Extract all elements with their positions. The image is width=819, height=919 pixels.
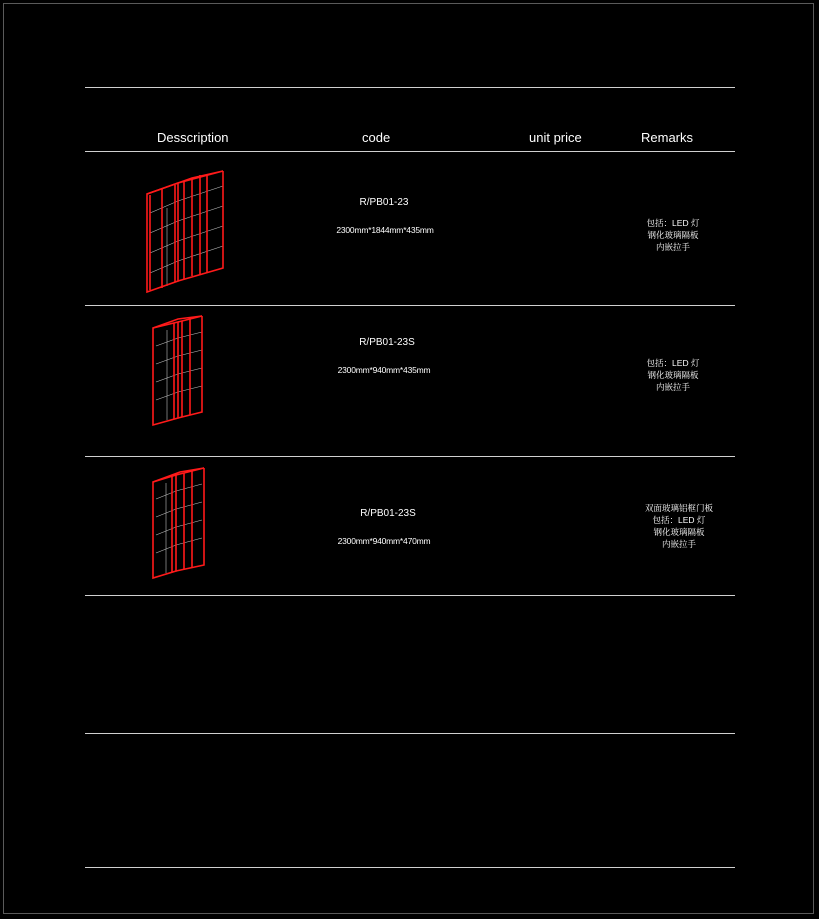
row-remarks [647,217,700,253]
row-remarks [647,357,700,393]
row-dimensions: 2300mm*940mm*435mm [337,365,431,375]
remark-line: 内嵌拉手 [661,539,697,549]
row-code: R/PB01-23 [359,197,409,208]
header-code: code [362,130,391,145]
header-description: Desscription [157,130,229,145]
single-bookcase-icon [148,465,208,583]
remark-line: 双面玻璃铝框门板 [644,503,714,513]
header-unit-price: unit price [529,130,582,145]
header-rule [85,151,735,152]
row-dimensions: 2300mm*940mm*470mm [337,536,431,546]
table-bottom-rule [85,867,735,868]
remark-line: 内嵌拉手 [655,242,690,252]
remark-line: 包括：LED 灯 [652,515,706,525]
table-top-rule [85,87,735,88]
row-remarks [645,502,713,550]
header-remarks: Remarks [641,130,694,145]
remark-line: 内嵌拉手 [655,382,690,392]
row-divider [85,305,735,306]
single-bookcase-icon [148,314,208,430]
double-bookcase-icon [140,168,230,296]
row-dimensions: 2300mm*1844mm*435mm [336,225,434,235]
row-divider [85,456,735,457]
row-code: R/PB01-23S [360,508,416,519]
row-code: R/PB01-23S [359,337,415,348]
remark-line: 钢化玻璃隔板 [647,370,699,380]
remark-line: 包括：LED 灯 [646,218,700,228]
remark-line: 钢化玻璃隔板 [647,230,699,240]
remark-line: 包括：LED 灯 [646,358,700,368]
row-divider [85,733,735,734]
row-divider [85,595,735,596]
remark-line: 钢化玻璃隔板 [653,527,705,537]
